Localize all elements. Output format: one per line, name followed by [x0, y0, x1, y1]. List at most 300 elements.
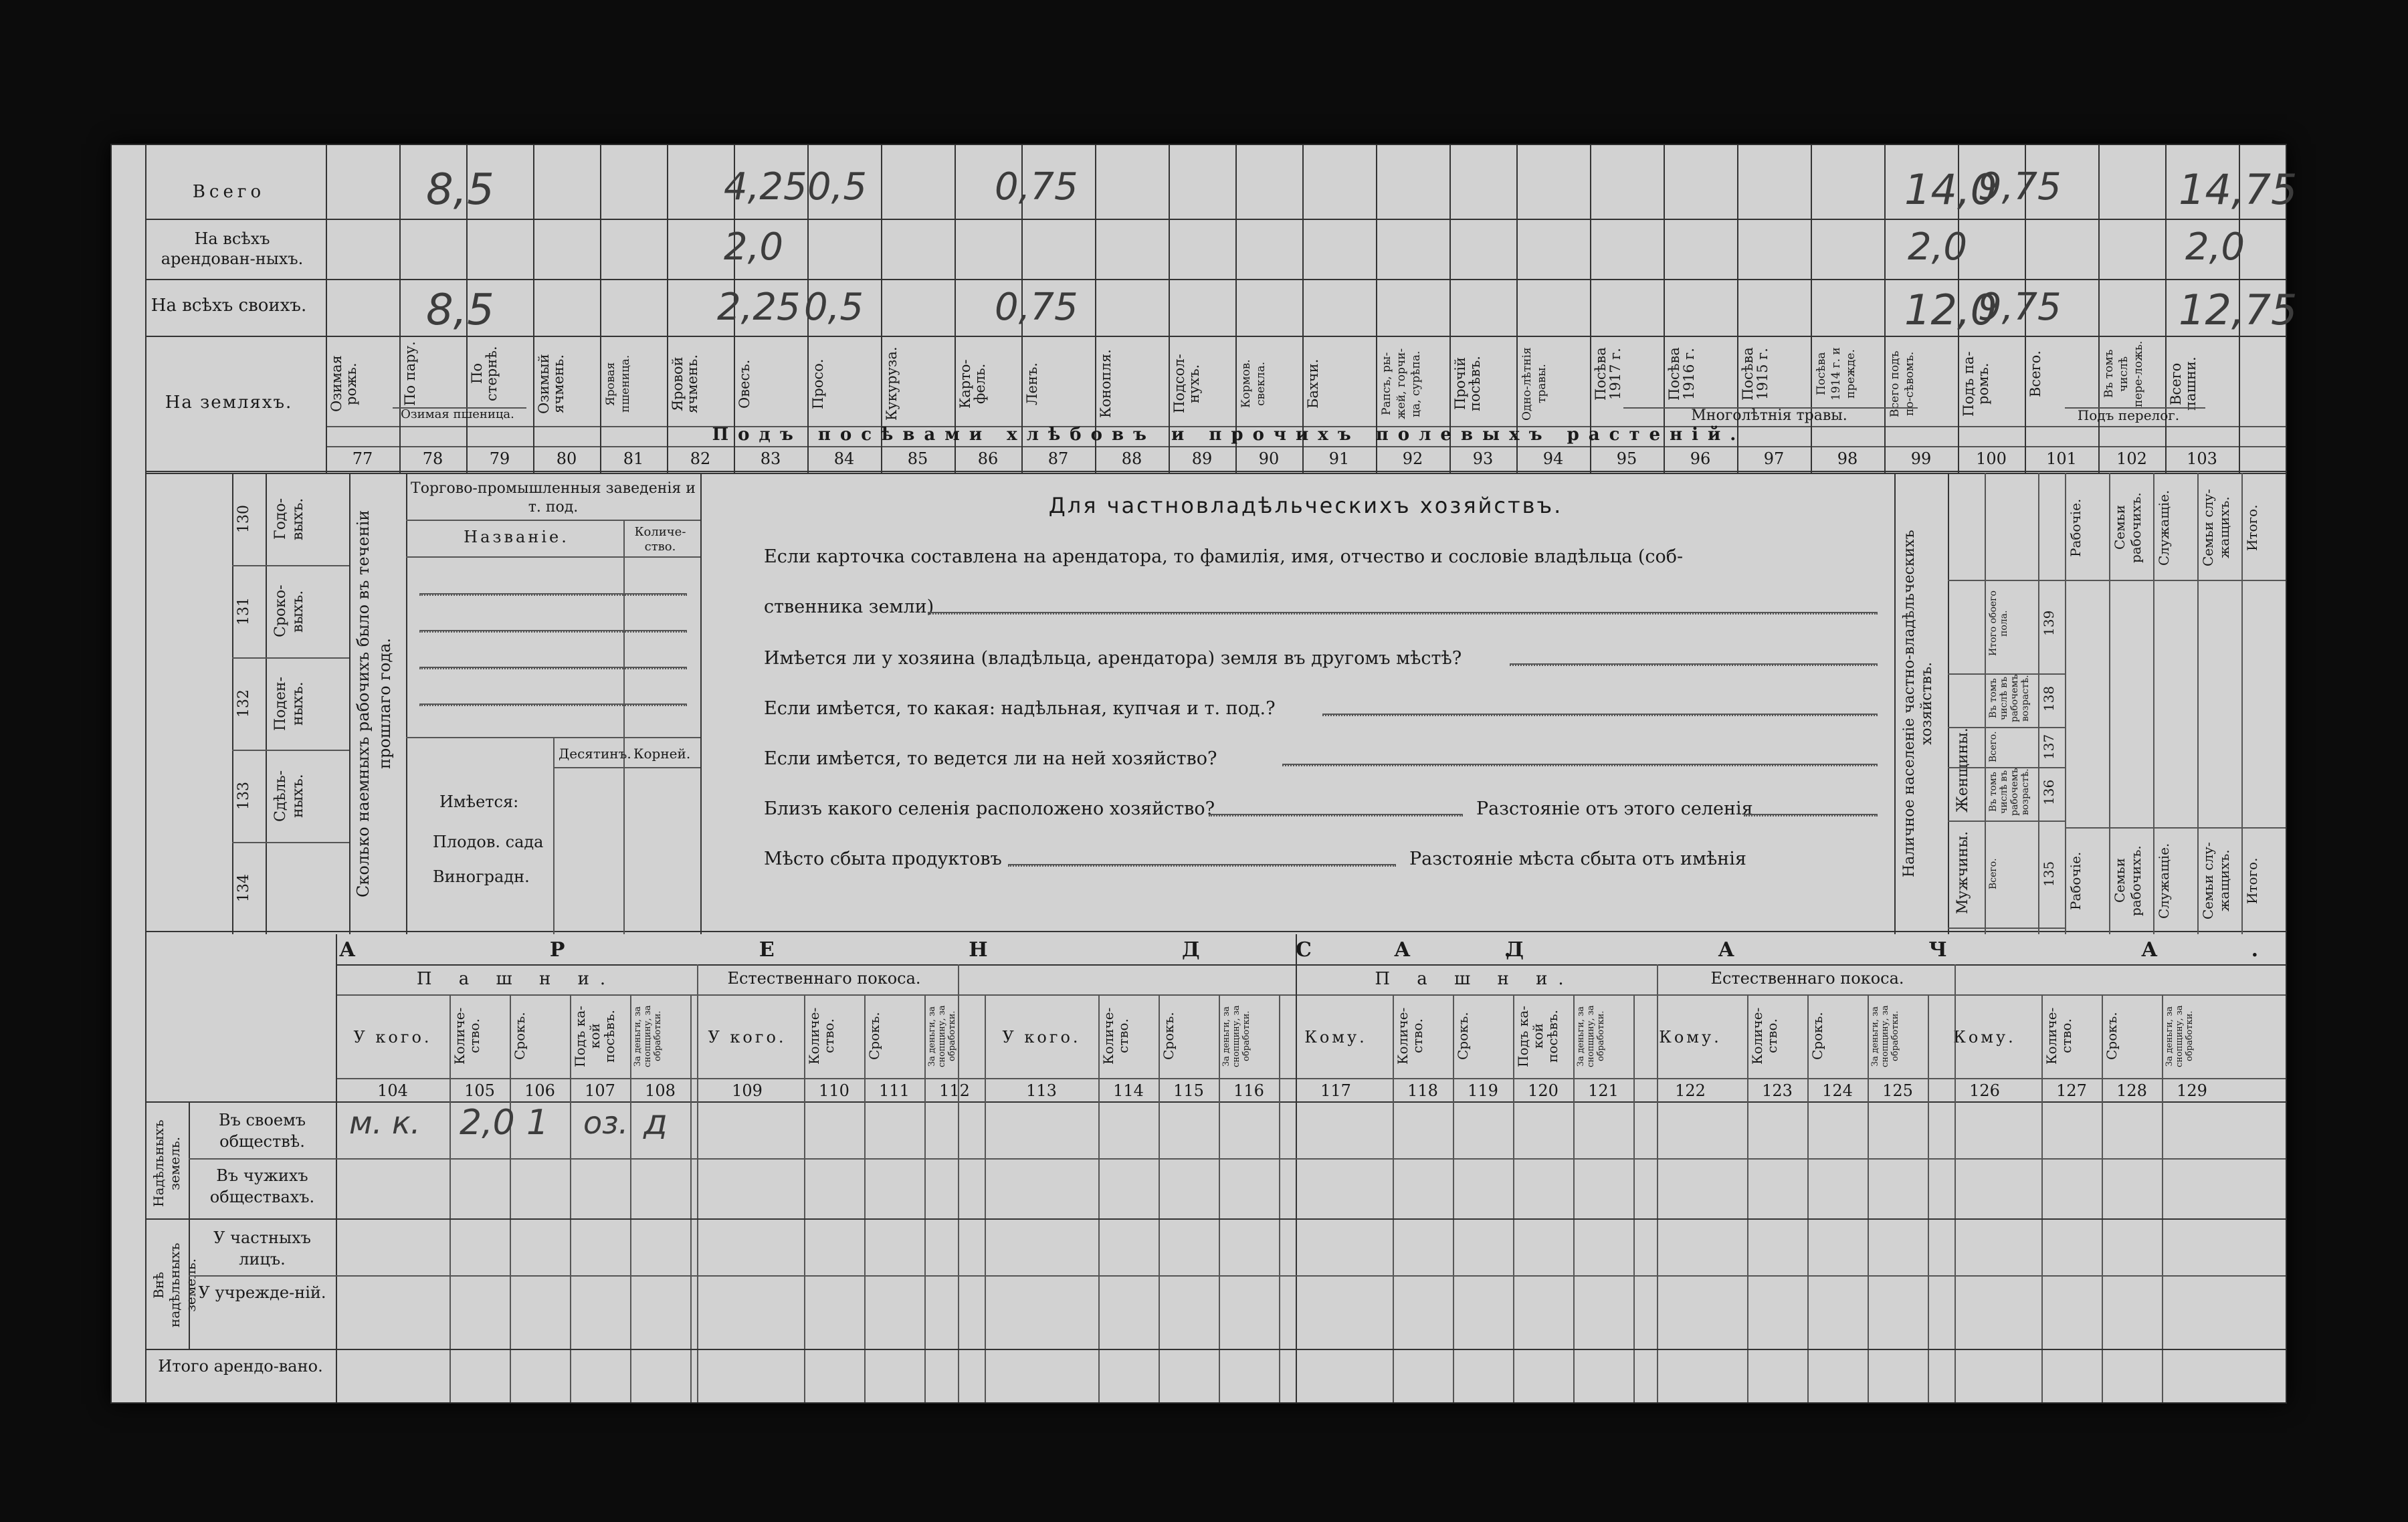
- bottom-header-109: У кого.: [708, 1028, 787, 1047]
- grid-line: [690, 994, 692, 1402]
- grid-line: [1747, 994, 1748, 1402]
- top-col-header-79: По стернѣ.: [469, 346, 500, 402]
- grid-line: [232, 750, 349, 751]
- top-col-header-82: Яровой ячмень.: [670, 354, 700, 413]
- grid-line: [1948, 580, 2065, 581]
- dotted-line: [1322, 714, 1878, 716]
- worker-num-133: 133: [235, 782, 252, 810]
- grid-line: [804, 994, 805, 1402]
- bottom-number-116: 116: [1233, 1081, 1264, 1100]
- grid-line: [2098, 145, 2100, 473]
- bottom-header-111: Срокъ.: [866, 1012, 882, 1061]
- sdacha-pokos: Естественнаго покоса.: [1710, 969, 1904, 988]
- bottom-header-120: Подъ ка-кой посѣвъ.: [1515, 1005, 1561, 1067]
- grid-line: [1657, 964, 1658, 1402]
- top-col-header-95: Посѣва 1917 г.: [1593, 347, 1623, 401]
- right-top-label-4: Итого.: [2244, 504, 2260, 551]
- trade-name-header: Названiе.: [464, 528, 569, 546]
- top-col-number-77: 77: [352, 449, 373, 468]
- bottom-number-105: 105: [464, 1081, 495, 1100]
- grid-line: [2153, 473, 2154, 934]
- hw-rent-from: м. к.: [349, 1105, 421, 1141]
- top-col-header-99: Всего подъ по-сѣвомъ.: [1888, 350, 1916, 417]
- bottom-number-127: 127: [2056, 1081, 2087, 1100]
- grid-line: [1948, 727, 2065, 728]
- grid-line: [1985, 473, 1986, 934]
- bottom-header-113: У кого.: [1002, 1028, 1081, 1047]
- grid-line: [1098, 994, 1100, 1402]
- grid-line: [1928, 994, 1929, 1402]
- top-col-header-80: Озимый ячмень.: [536, 354, 567, 414]
- grid-line: [336, 994, 2286, 996]
- hw-rent-crop: оз.: [583, 1105, 629, 1141]
- dotted-line: [1510, 663, 1878, 666]
- grid-line: [406, 520, 700, 521]
- grid-line: [1948, 673, 2065, 675]
- top-col-header-96: Посѣва 1916 г.: [1666, 347, 1697, 401]
- grid-line: [1948, 928, 2065, 929]
- bottom-header-106: Срокъ.: [512, 1012, 528, 1061]
- top-col-number-97: 97: [1763, 449, 1785, 468]
- top-col-number-83: 83: [760, 449, 781, 468]
- bottom-number-108: 108: [645, 1081, 676, 1100]
- dotted-line: [1282, 764, 1878, 766]
- hw-own-sown: 12,0: [1904, 286, 1997, 334]
- trade-qty-header: Количе-ство.: [634, 525, 686, 554]
- worker-num-130: 130: [235, 505, 252, 533]
- sowing-banner: Подъ посѣвами хлѣбовъ и прочихъ полевыхъ растенiй.: [712, 425, 1746, 445]
- row-label-total: Всего: [192, 182, 266, 202]
- grid-line: [1453, 994, 1454, 1402]
- top-col-header-89: Подсол-нухъ.: [1171, 354, 1202, 414]
- grid-line: [2165, 145, 2167, 473]
- grid-line: [189, 1275, 2286, 1277]
- grid-line: [1219, 994, 1220, 1402]
- bottom-number-110: 110: [819, 1081, 849, 1100]
- population-title: Наличное населенiе частно-владѣльческихъ хозяйствъ.: [1901, 530, 1935, 877]
- sdacha-title: С Д А Ч А.: [1296, 938, 2352, 962]
- top-col-number-92: 92: [1402, 449, 1423, 468]
- women-label: Женщины.: [1954, 728, 1971, 813]
- grid-line: [2065, 473, 2066, 934]
- grid-line: [1573, 994, 1575, 1402]
- bottom-number-104: 104: [377, 1081, 408, 1100]
- hw-total-potato: 0,75: [995, 165, 1078, 209]
- top-col-header-101: Всего.: [2027, 350, 2043, 397]
- bottom-number-118: 118: [1407, 1081, 1438, 1100]
- top-col-header-90: Кормов. свекла.: [1239, 359, 1268, 409]
- dotted-line: [928, 612, 1878, 615]
- grid-line: [1095, 145, 1096, 473]
- row-label-rented: На всѣхъ арендован-ныхъ.: [161, 229, 304, 268]
- bottom-header-114: Количе-ство.: [1100, 1007, 1131, 1065]
- grid-line: [1516, 145, 1518, 473]
- dotted-line: [419, 630, 687, 633]
- bottom-header-112: За деньги, за снопщину, за обработки.: [927, 1005, 957, 1067]
- grid-line: [881, 145, 882, 473]
- grid-line: [1159, 994, 1160, 1402]
- top-col-header-83: Овесъ.: [736, 359, 752, 409]
- top-col-number-78: 78: [422, 449, 443, 468]
- hw-total-rye: 8,5: [426, 165, 494, 215]
- bottom-number-122: 122: [1675, 1081, 1706, 1100]
- top-col-header-81: Яровая пшеница.: [604, 354, 632, 413]
- right-bottom-label-3: Семьи слу-жащихъ.: [2200, 842, 2232, 919]
- question-land-type: Если имѣется, то какая: надѣльная, купчая и т. под.?: [764, 698, 1276, 719]
- bottom-number-123: 123: [1762, 1081, 1793, 1100]
- hw-own-fallow: 9,75: [1978, 286, 2062, 329]
- grid-line: [1948, 767, 2065, 768]
- roots-header: Корней.: [633, 746, 691, 762]
- grid-line: [1302, 145, 1304, 473]
- bottom-number-129: 129: [2177, 1081, 2207, 1100]
- group-nadel: Надѣльныхъ земель.: [150, 1119, 183, 1208]
- dotted-line: [419, 593, 687, 596]
- right-bottom-label-2: Служащiе.: [2156, 843, 2172, 919]
- hw-total-arable: 14,75: [2179, 165, 2298, 214]
- private-title: Для частновладѣльческихъ хозяйствъ.: [1048, 493, 1563, 518]
- grid-line: [510, 994, 511, 1402]
- sdacha-pashni: П а ш н и.: [1375, 969, 1575, 989]
- hw-rent-pay: д: [643, 1103, 668, 1143]
- grid-line: [232, 565, 349, 566]
- question-market: Мѣсто сбыта продуктовъ: [764, 849, 1002, 869]
- question-other-land: Имѣется ли у хозяина (владѣльца, арендатора) земля въ другомъ мѣстѣ?: [764, 648, 1462, 669]
- top-col-header-77: Озимая рожь.: [328, 355, 359, 413]
- grid-line: [697, 964, 698, 1402]
- grid-line: [326, 145, 327, 473]
- top-col-number-95: 95: [1616, 449, 1637, 468]
- top-col-header-102: Въ томъ числѣ пере-ложь.: [2102, 340, 2145, 407]
- top-col-header-78: По пару.: [402, 341, 418, 407]
- bottom-number-126: 126: [1969, 1081, 2000, 1100]
- top-col-number-98: 98: [1837, 449, 1858, 468]
- pop-num-136: 136: [2041, 779, 2057, 805]
- bottom-header-125: За деньги, за снопщину, за обработки.: [1870, 1005, 1900, 1067]
- top-col-number-82: 82: [690, 449, 711, 468]
- grid-line: [145, 1218, 2286, 1220]
- pop-label-135: Всего.: [1988, 858, 1999, 890]
- bottom-header-123: Количе-ство.: [1749, 1007, 1780, 1065]
- question-owner: Если карточка составлена на арендатора, то фамилiя, имя, отчество и сословiе владѣльца (соб-: [764, 546, 1684, 567]
- grid-line: [1449, 145, 1451, 473]
- grid-line: [2197, 473, 2199, 934]
- top-col-number-96: 96: [1690, 449, 1711, 468]
- hw-own-arable: 12,75: [2179, 286, 2298, 334]
- top-col-number-93: 93: [1472, 449, 1494, 468]
- bottom-number-114: 114: [1113, 1081, 1144, 1100]
- top-col-header-88: Конопля.: [1098, 349, 1114, 419]
- grid-line: [570, 994, 571, 1402]
- grid-line: [2162, 994, 2163, 1402]
- grid-line: [2102, 994, 2103, 1402]
- top-col-number-94: 94: [1542, 449, 1564, 468]
- has-label: Имѣется:: [439, 792, 519, 811]
- grid-line: [2065, 827, 2286, 829]
- grid-line: [2041, 994, 2043, 1402]
- hw-own-rye: 8,5: [426, 286, 494, 335]
- top-col-header-85: Кукуруза.: [884, 346, 900, 421]
- hw-rent-qty: 2,0: [460, 1103, 515, 1143]
- bottom-header-104: У кого.: [353, 1028, 432, 1047]
- bottom-header-110: Количе-ство.: [806, 1007, 837, 1065]
- pop-num-139: 139: [2041, 610, 2057, 637]
- bottom-header-121: За деньги, за снопщину, за обработки.: [1576, 1005, 1606, 1067]
- bottom-number-106: 106: [524, 1081, 555, 1100]
- grid-line: [553, 767, 700, 768]
- grid-line: [667, 145, 668, 473]
- hw-rented-sown: 2,0: [1908, 225, 1968, 269]
- grid-line: [2065, 580, 2286, 581]
- bottom-header-108: За деньги, за снопщину, за обработки.: [633, 1005, 663, 1067]
- grid-line: [406, 473, 407, 934]
- bottom-number-119: 119: [1468, 1081, 1498, 1100]
- hw-own-oats: 0,5: [804, 286, 864, 329]
- right-bottom-label-4: Итого.: [2244, 857, 2260, 904]
- top-col-header-103: Всего пашни.: [2168, 356, 2199, 411]
- row-own-society: Въ своемъ обществѣ.: [218, 1111, 306, 1151]
- bottom-number-121: 121: [1588, 1081, 1619, 1100]
- grid-line: [1393, 994, 1394, 1402]
- bottom-header-107: Подъ ка-кой посѣвъ.: [572, 1005, 617, 1067]
- question-village-distance: Разстоянiе отъ этого селенiя: [1476, 798, 1753, 819]
- grid-line: [540, 737, 541, 738]
- grid-line: [1807, 994, 1809, 1402]
- top-col-header-98: Посѣва 1914 г. и прежде.: [1815, 347, 1858, 401]
- top-col-number-99: 99: [1910, 449, 1932, 468]
- grid-line: [1235, 145, 1237, 473]
- census-card: [110, 144, 2352, 1404]
- grid-line: [189, 1101, 190, 1349]
- bottom-header-124: Срокъ.: [1809, 1012, 1825, 1061]
- top-col-number-101: 101: [2046, 449, 2077, 468]
- grid-line: [1590, 145, 1591, 473]
- grid-line: [266, 473, 267, 934]
- bottom-header-116: За деньги, за снопщину, за обработки.: [1221, 1005, 1251, 1067]
- vineyard-label: Виноградн.: [433, 867, 530, 886]
- top-col-number-86: 86: [977, 449, 999, 468]
- grid-line: [1376, 145, 1377, 473]
- hw-rent-term: 1: [526, 1103, 549, 1143]
- row-label-own: На всѣхъ своихъ.: [150, 296, 307, 316]
- grid-line: [1954, 964, 1956, 1402]
- group-winter-wheat: Озимая пшеница.: [401, 407, 514, 421]
- worker-num-131: 131: [235, 597, 252, 625]
- top-col-header-86: Карто-фель.: [957, 359, 988, 409]
- grid-line: [1513, 994, 1514, 1402]
- hw-rented-barley: 2,0: [724, 225, 784, 269]
- grid-line: [336, 1078, 2286, 1079]
- grid-line: [145, 473, 2286, 474]
- men-label: Мужчины.: [1954, 831, 1971, 914]
- top-col-header-93: Прочiй посѣвъ.: [1452, 356, 1483, 412]
- bottom-number-115: 115: [1173, 1081, 1204, 1100]
- bottom-table: [112, 934, 2352, 1402]
- right-bottom-label-0: Рабочiе.: [2068, 851, 2084, 910]
- hw-total-barley: 4,25: [724, 165, 807, 209]
- top-col-number-100: 100: [1976, 449, 2007, 468]
- hw-own-potato: 0,75: [995, 286, 1078, 329]
- pop-label-138: Въ томъ числѣ въ рабочемъ возрастѣ.: [1988, 674, 2031, 723]
- bottom-number-117: 117: [1320, 1081, 1351, 1100]
- pop-label-137: Всего.: [1988, 731, 1999, 763]
- grid-line: [985, 994, 986, 1402]
- right-top-label-1: Семьи рабочихъ.: [2112, 492, 2144, 563]
- grid-line: [958, 964, 959, 1402]
- bottom-number-128: 128: [2116, 1081, 2147, 1100]
- grid-line: [406, 556, 700, 558]
- grid-line: [1296, 934, 1297, 1402]
- question-farming: Если имѣется, то ведется ли на ней хозяйство?: [764, 748, 1217, 769]
- grid-line: [623, 520, 625, 934]
- top-col-number-80: 80: [556, 449, 577, 468]
- top-col-number-90: 90: [1258, 449, 1280, 468]
- dotted-line: [419, 703, 687, 706]
- grid-line: [1894, 473, 1896, 934]
- grid-line: [2038, 473, 2039, 934]
- hw-total-sown: 14,0: [1904, 165, 1997, 214]
- dotted-line: [1008, 864, 1396, 867]
- row-institutions: У учрежде-нiй.: [198, 1283, 326, 1302]
- desyatin-header: Десятинъ.: [559, 746, 631, 762]
- top-col-number-103: 103: [2187, 449, 2217, 468]
- top-col-header-100: Подъ па-ромъ.: [1961, 351, 1991, 417]
- arenda-title: А Р Е Н Д А.: [339, 938, 1605, 962]
- grid-line: [1169, 145, 1170, 473]
- question-owner-cont: ственника земли): [764, 596, 934, 617]
- bottom-number-112: 112: [939, 1081, 970, 1100]
- pop-label-136: Въ томъ числѣ въ рабочемъ возрастѣ.: [1988, 768, 2031, 817]
- top-col-header-94: Одно-лѣтнiя травы.: [1520, 347, 1548, 421]
- pop-label-139: Итого обоего пола.: [1988, 590, 2009, 656]
- grid-line: [1948, 821, 2065, 822]
- bottom-number-111: 111: [879, 1081, 910, 1100]
- top-col-number-91: 91: [1328, 449, 1350, 468]
- grid-line: [399, 145, 401, 473]
- bottom-header-126: Кому.: [1953, 1028, 2016, 1047]
- grid-line: [232, 473, 233, 934]
- grid-line: [533, 145, 534, 473]
- right-top-label-2: Служащiе.: [2156, 490, 2172, 566]
- top-col-number-85: 85: [907, 449, 928, 468]
- worker-num-132: 132: [235, 689, 252, 718]
- grid-line: [336, 964, 2286, 966]
- top-col-number-81: 81: [623, 449, 644, 468]
- worker-label-130: Годо-выхъ.: [272, 498, 306, 540]
- bottom-header-117: Кому.: [1304, 1028, 1367, 1047]
- top-col-number-87: 87: [1047, 449, 1069, 468]
- bottom-number-120: 120: [1528, 1081, 1559, 1100]
- right-top-label-3: Семьи слу-жащихъ.: [2200, 489, 2232, 566]
- bottom-number-125: 125: [1882, 1081, 1913, 1100]
- top-col-header-97: Посѣва 1915 г.: [1740, 347, 1771, 401]
- right-bottom-label-1: Семьи рабочихъ.: [2112, 845, 2144, 916]
- row-label-lands: На земляхъ.: [165, 393, 293, 413]
- grid-line: [145, 931, 2286, 932]
- top-col-number-84: 84: [833, 449, 855, 468]
- dotted-line: [1744, 814, 1878, 817]
- group-vne: Внѣ надѣльныхъ земель.: [150, 1242, 199, 1328]
- row-private-persons: У частныхъ лицъ.: [213, 1228, 311, 1269]
- bottom-header-105: Количе-ство.: [452, 1007, 482, 1065]
- grid-line: [336, 934, 337, 1402]
- grid-line: [2241, 473, 2243, 934]
- grid-line: [326, 446, 2286, 447]
- dotted-line: [1209, 814, 1463, 817]
- top-col-header-84: Просо.: [810, 358, 826, 409]
- trade-title: Торгово-промышленныя заведенiя и т. под.: [411, 480, 696, 516]
- top-col-number-89: 89: [1191, 449, 1213, 468]
- grid-line: [600, 145, 601, 473]
- pop-num-137: 137: [2041, 734, 2057, 760]
- arenda-pashni: П а ш н и.: [416, 969, 617, 989]
- grid-line: [1948, 473, 1949, 934]
- top-col-number-88: 88: [1121, 449, 1142, 468]
- bottom-header-119: Срокъ.: [1455, 1012, 1471, 1061]
- top-col-number-102: 102: [2116, 449, 2147, 468]
- bottom-number-113: 113: [1026, 1081, 1057, 1100]
- bottom-header-128: Срокъ.: [2104, 1012, 2120, 1061]
- right-top-label-0: Рабочiе.: [2068, 498, 2084, 557]
- hw-rented-arable: 2,0: [2185, 225, 2245, 269]
- worker-num-134: 134: [235, 874, 252, 902]
- hw-total-fallow: 9,75: [1978, 165, 2062, 209]
- row-total-rented: Итого арендо-вано.: [158, 1357, 323, 1376]
- grid-line: [1633, 994, 1635, 1402]
- row-other-societies: Въ чужихъ обществахъ.: [209, 1166, 315, 1206]
- dotted-line: [419, 667, 687, 669]
- top-col-header-91: Бахчи.: [1305, 358, 1321, 409]
- grid-line: [145, 1349, 2286, 1350]
- question-village: Близъ какого селенiя расположено хозяйство?: [764, 798, 1215, 819]
- pop-num-138: 138: [2041, 685, 2057, 712]
- grid-line: [630, 994, 631, 1402]
- orchard-label: Плодов. сада: [433, 833, 544, 851]
- grid-line: [1868, 994, 1869, 1402]
- bottom-header-115: Срокъ.: [1161, 1012, 1177, 1061]
- worker-label-132: Поден-ныхъ.: [272, 676, 306, 731]
- pop-num-135: 135: [2041, 861, 2057, 887]
- grid-line: [232, 657, 349, 659]
- bottom-header-122: Кому.: [1659, 1028, 1722, 1047]
- grid-line: [955, 145, 956, 473]
- grid-line: [864, 994, 866, 1402]
- top-col-number-79: 79: [489, 449, 510, 468]
- workers-question: Сколько наемныхъ рабочихъ было въ теченiи прошлаго года.: [354, 510, 394, 897]
- grid-line: [924, 994, 926, 1402]
- top-col-header-87: Ленъ.: [1024, 362, 1040, 405]
- group-fallow: Подъ перелог.: [2077, 407, 2180, 423]
- question-market-distance: Разстоянiе мѣста сбыта отъ имѣнiя: [1409, 849, 1746, 869]
- bottom-header-129: За деньги, за снопщину, за обработки.: [2165, 1005, 2195, 1067]
- bottom-number-124: 124: [1822, 1081, 1853, 1100]
- grid-line: [1279, 994, 1280, 1402]
- bottom-number-107: 107: [585, 1081, 615, 1100]
- group-perennial: Многолѣтнiя травы.: [1691, 407, 1847, 424]
- grid-line: [2109, 473, 2110, 934]
- arenda-pokos: Естественнаго покоса.: [727, 969, 921, 988]
- top-col-header-92: Рапсъ, ры-жей, горчи-ца, сурѣпа.: [1380, 348, 1423, 420]
- hw-own-barley: 2,25: [717, 286, 801, 329]
- grid-line: [449, 994, 451, 1402]
- grid-line: [700, 473, 702, 934]
- worker-label-131: Сроко-выхъ.: [272, 584, 306, 638]
- bottom-number-109: 109: [732, 1081, 763, 1100]
- middle-section: [112, 473, 2286, 934]
- bottom-header-127: Количе-ство.: [2043, 1007, 2074, 1065]
- grid-line: [189, 1158, 2286, 1160]
- top-table: [112, 145, 2298, 473]
